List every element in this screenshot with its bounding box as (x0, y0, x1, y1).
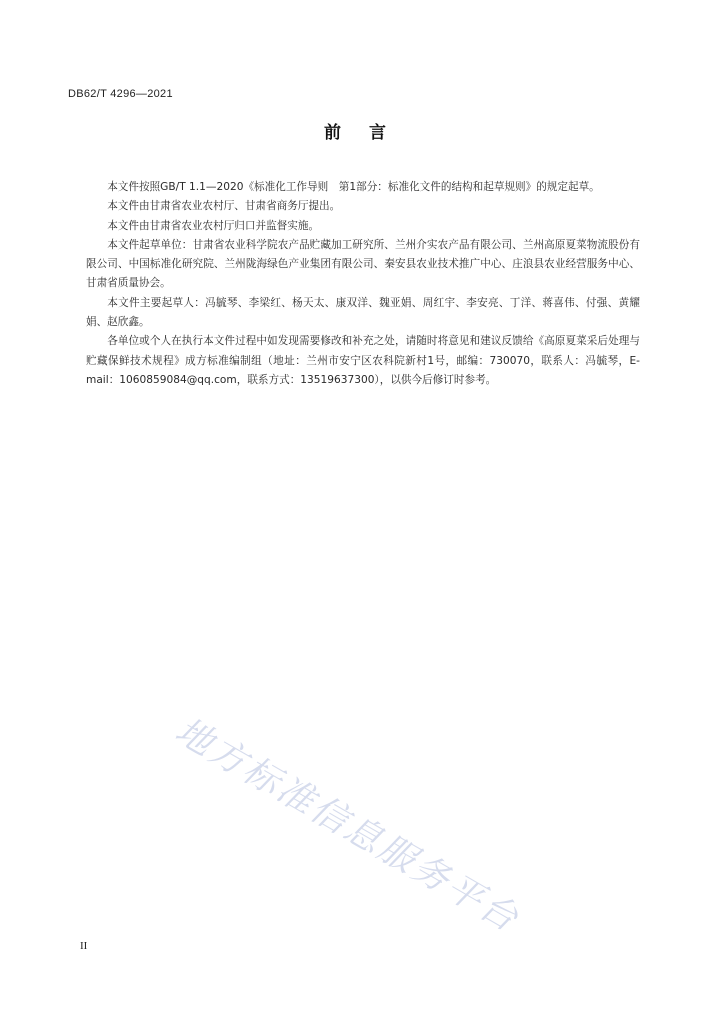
document-code: DB62/T 4296—2021 (68, 88, 173, 100)
page-title: 前言 (324, 123, 414, 143)
paragraph-proposer: 本文件由甘肃省农业农村厅、甘肃省商务厅提出。 (107, 200, 341, 213)
paragraph-supervisor: 本文件由甘肃省农业农村厅归口并监督实施。 (107, 219, 320, 232)
paragraph-drafting-rules: 本文件按照GB/T 1.1—2020《标准化工作导则 第1部分：标准化文件的结构和起草规则》的规定起草。 (107, 181, 600, 193)
document-body (86, 178, 640, 390)
watermark: 地方标准信息服务平台 (168, 710, 527, 941)
paragraph-drafters: 本文件主要起草人：冯毓琴、李梁红、杨天太、康双洋、魏亚娟、周红宇、李安亮、丁洋、蒋喜伟、付强、黄耀娟、赵欣鑫。 (86, 296, 640, 329)
page-number: II (80, 940, 88, 952)
paragraph-drafting-units: 本文件起草单位：甘肃省农业科学院农产品贮藏加工研究所、兰州介实农产品有限公司、兰州高原夏菜物流股份有限公司、中国标准化研究院、兰州陇海绿色产业集团有限公司、秦安县农业技术推广中心、庄浪县农业经营服务中心、甘肃省质量协会。 (86, 238, 640, 290)
paragraph-feedback: 各单位或个人在执行本文件过程中如发现需要修改和补充之处，请随时将意见和建议反馈给《高原夏菜采后处理与贮藏保鲜技术规程》成方标准编制组（地址：兰州市安宁区农科院新村1号，邮编：730070，联系人：冯毓琴，E-mail：1060859084@qq.com，联系方式：13519637300），以供今后修订时参考。 (86, 335, 640, 386)
